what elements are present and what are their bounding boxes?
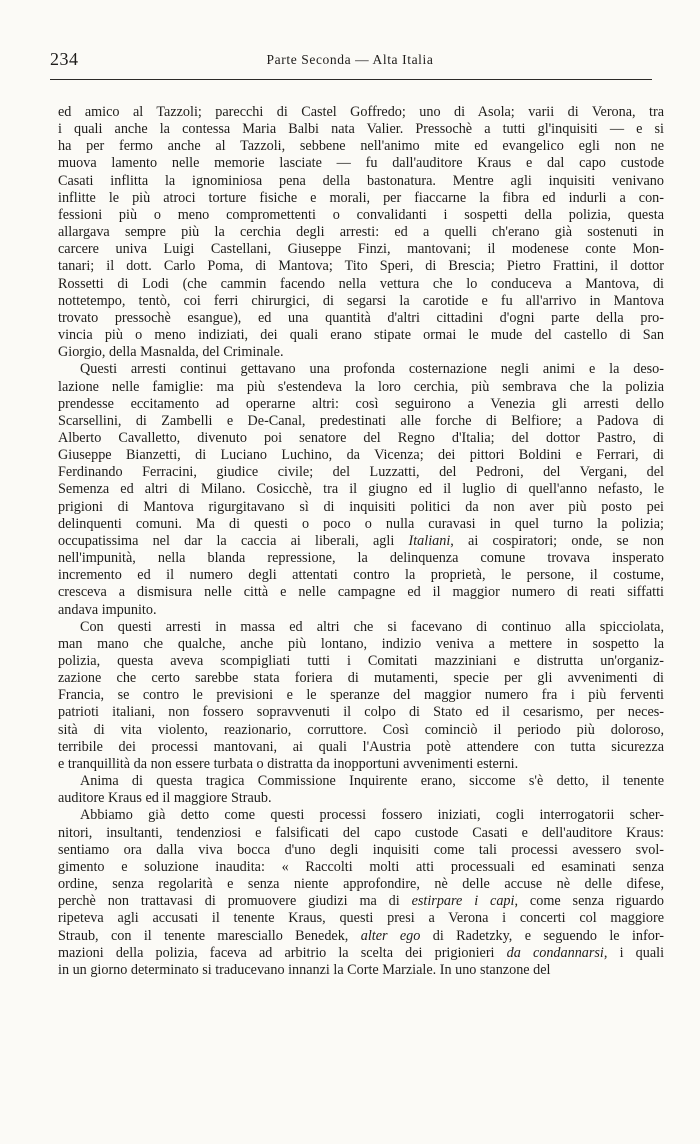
text-line (58, 413, 664, 430)
text-segment: Ferdinando Ferracini, giudice civile; del Luzzatti, del Pedroni, del Vergani, del (58, 464, 664, 481)
text-line (58, 327, 664, 344)
text-segment: auditore Kraus ed il maggiore Straub. (58, 790, 272, 807)
paragraph (58, 773, 664, 807)
text-line (58, 310, 664, 327)
text-segment: prendesse eccitamento ad operarne altri: così seguirono a Venezia gli arresti dello (58, 395, 664, 412)
text-line (58, 756, 664, 773)
text-line (58, 773, 664, 790)
text-segment: perchè non trattavasi di promuovere giudizi ma di (58, 893, 412, 910)
text-line (58, 567, 664, 584)
text-line (58, 790, 664, 807)
text-line (58, 241, 664, 258)
text-segment: Rossetti di Lodi (che cammin facendo nella vettura che lo conduceva a Mantova, di (58, 275, 664, 292)
text-segment: gimento e soluzione inaudita: « Raccolti molti atti processuali ed esaminati senza (58, 858, 664, 875)
text-segment: lazione nelle famiglie: ma più s'estendeva la loro cerchia, più sembrava che la polizia (58, 378, 664, 395)
text-segment: in un giorno determinato si traducevano innanzi la Corte Marziale. In uno stanzone del (58, 961, 551, 978)
text-segment: Anima di questa tragica Commissione Inquirente erano, siccome s'è detto, il tenente (80, 773, 664, 790)
text-line (58, 842, 664, 859)
text-line (58, 876, 664, 893)
text-segment: ha per fermo anche al Tazzoli, sebbene nell'animo mite ed evangelico egli non ne (58, 138, 664, 155)
text-line (58, 173, 664, 190)
paragraph (58, 807, 664, 979)
text-line (58, 190, 664, 207)
text-line (58, 258, 664, 275)
text-line (58, 636, 664, 653)
text-segment: Con questi arresti in massa ed altri che si facevano di continuo alla spicciolata, (80, 618, 664, 635)
text-segment: sità di vita violento, reazionario, corruttore. Così cominciò il periodo più doloroso, (58, 721, 664, 738)
text-line (58, 704, 664, 721)
text-line (58, 155, 664, 172)
text-line (58, 945, 664, 962)
text-segment: sentiamo ora dalla viva bocca d'uno degli inquisiti come tali processi avessero svol- (58, 841, 664, 858)
text-segment: inflitte le più atroci torture fisiche e morali, per fiaccarne la fibra ed indurli a con- (58, 189, 664, 206)
text-line (58, 207, 664, 224)
text-segment: cresceva a dismisura nelle città e nelle campagne ed il maggior numero di reati siffatti (58, 584, 664, 601)
text-segment: allargava sempre più la cerchia degli arresti: ed a quelli ch'erano già sostenuti in (58, 224, 664, 241)
text-line (58, 670, 664, 687)
text-line (58, 602, 664, 619)
text-segment: Francia, se contro le previsioni e le speranze del maggior numero fra i più ferventi (58, 687, 664, 704)
text-line (58, 464, 664, 481)
text-segment: i quali anche la contessa Maria Balbi nata Valier. Pressochè a tutti gl'inquisiti — e si (58, 121, 664, 138)
text-segment: nottetempo, tentò, coi ferri chirurgici, di segarsi la carotide e fu all'arrivo in Mantova (58, 292, 664, 309)
page-header (50, 49, 650, 73)
text-segment: polizia, questa aveva scompigliati tutti i Comitati mazziniani e distrutta un'organiz- (58, 653, 664, 669)
text-line (58, 344, 664, 361)
text-segment: vincia più o meno indiziati, dei quali erano stipate ormai le mude del castello di San (58, 327, 664, 344)
text-line (58, 807, 664, 824)
text-segment: man mano che qualche, anche più lontano, indizio veniva a mettere in sospetto la (58, 635, 664, 652)
text-line (58, 653, 664, 670)
text-line (58, 910, 664, 927)
text-segment: , ai cospiratori; onde, se non (450, 532, 664, 549)
text-segment: nell'impunità, nella blanda repressione, la delinquenza comune trovava insperato (58, 550, 664, 567)
italic-text: Italiani (408, 532, 451, 549)
text-line (58, 516, 664, 533)
text-line (58, 481, 664, 498)
text-segment: trovato pressochè esangue), ed una quantità d'altri cittadini d'ogni parte della pro- (58, 309, 664, 326)
text-line (58, 739, 664, 756)
text-segment: fessioni più o meno compromettenti o convalidanti i sospetti della polizia, questa (58, 206, 664, 223)
body-text (58, 104, 664, 979)
text-line (58, 619, 664, 636)
text-line (58, 962, 664, 979)
italic-text: alter ego (360, 927, 421, 944)
text-line (58, 224, 664, 241)
text-segment: andava impunito. (58, 601, 157, 618)
text-segment: Alberto Cavalletto, divenuto poi senatore del Regno d'Italia; del dottor Pastro, di (58, 429, 664, 446)
text-line (58, 138, 664, 155)
text-segment: di Radetzky, e seguendo le infor- (420, 927, 664, 944)
text-segment: tanari; il dott. Carlo Poma, di Mantova; Tito Speri, di Brescia; Pietro Frattini, il dottor (58, 258, 664, 275)
text-segment: incremento ed il numero degli attentati contro la proprietà, le persone, il costume, (58, 567, 664, 584)
text-line (58, 121, 664, 138)
text-segment: ripeteva agli accusati il tenente Kraus, questi presi a Verona i concerti col maggiore (58, 910, 664, 927)
text-segment: Straub, con il tenente maresciallo Benedek, (58, 927, 361, 944)
text-line (58, 893, 664, 910)
text-line (58, 687, 664, 704)
text-segment: delinquenti comuni. Ma di questi o poco o nulla curavasi in quel turno la polizia; (58, 515, 664, 532)
text-line (58, 293, 664, 310)
text-segment: nitori, insultanti, tendenziosi e falsificati del capo custode Casati e dell'auditore Kraus: (58, 824, 664, 841)
text-segment: mazioni della polizia, faceva ad arbitrio la scelta dei prigionieri (58, 944, 507, 961)
text-segment: zazione che certo sarebbe stata foriera di mutamenti, specie per gli avvenimenti di (58, 670, 664, 687)
text-line (58, 825, 664, 842)
text-segment: terribile dei processi mantovani, ai quali l'Austria potè attendere con tutta sicurezza (58, 738, 664, 755)
italic-text: estirpare i capi (411, 893, 515, 910)
text-line (58, 396, 664, 413)
text-segment: prigioni di Mantova rigurgitavano sì di inquisiti politici da non aver più posto pei (58, 498, 664, 515)
text-segment: e tranquillità da non essere turbata o distratta da inopportuni avvenimenti esterni. (58, 755, 519, 772)
text-segment: Questi arresti continui gettavano una profonda costernazione negli animi e la deso- (80, 361, 664, 378)
text-line (58, 379, 664, 396)
text-segment: Giuseppe Bianzetti, di Luciano Luchino, da Vicenza; dei pittori Boldini e Ferrari, di (58, 447, 664, 464)
text-segment: Giorgio, della Masnalda, del Criminale. (58, 344, 284, 361)
running-head: Parte Seconda — Alta Italia (266, 52, 434, 67)
text-segment: ed amico al Tazzoli; parecchi di Castel Goffredo; uno di Asola; varii di Verona, tra (58, 104, 664, 120)
header-rule (50, 79, 652, 80)
text-line (58, 430, 664, 447)
text-line (58, 447, 664, 464)
text-segment: Semenza ed altri di Milano. Cosicchè, tra il giugno ed il luglio di quell'anno nefasto, le (58, 481, 664, 498)
text-line (58, 533, 664, 550)
text-line (58, 928, 664, 945)
italic-text: da condannarsi (506, 944, 604, 961)
paragraph (58, 619, 664, 773)
text-line (58, 104, 664, 121)
text-segment: occupatissima nel dar la caccia ai liberali, agli (58, 532, 409, 549)
text-line (58, 499, 664, 516)
text-segment: patrioti italiani, non fossero sopravvenuti il colpo di Stato ed il cesarismo, per neces- (58, 704, 664, 721)
text-line (58, 722, 664, 739)
paragraph (58, 104, 664, 361)
text-line (58, 859, 664, 876)
text-segment: Casati inflitta la ignominiosa pena della bastonatura. Mentre agli inquisiti venivano (58, 172, 664, 189)
text-segment: , i quali (603, 944, 664, 961)
text-line (58, 276, 664, 293)
text-segment: , come senza riguardo (514, 893, 664, 910)
text-segment: Scarsellini, di Zambelli e De-Canal, predestinati alle forche di Belfiore; a Padova di (58, 412, 664, 429)
text-line (58, 361, 664, 378)
page-number: 234 (50, 49, 79, 69)
text-line (58, 584, 664, 601)
text-segment: Abbiamo già detto come questi processi fossero iniziati, cogli interrogatorii scher- (80, 807, 664, 824)
paragraph (58, 361, 664, 618)
text-line (58, 550, 664, 567)
text-segment: muova lamento nelle memorie lasciate — fu dall'auditore Kraus e dal capo custode (58, 155, 664, 172)
text-segment: ordine, senza regolarità e senza niente approfondire, nè delle accuse nè delle difese, (58, 876, 664, 893)
text-segment: carcere univa Luigi Castellani, Giuseppe Finzi, mantovani; il modenese conte Mon- (58, 241, 664, 258)
